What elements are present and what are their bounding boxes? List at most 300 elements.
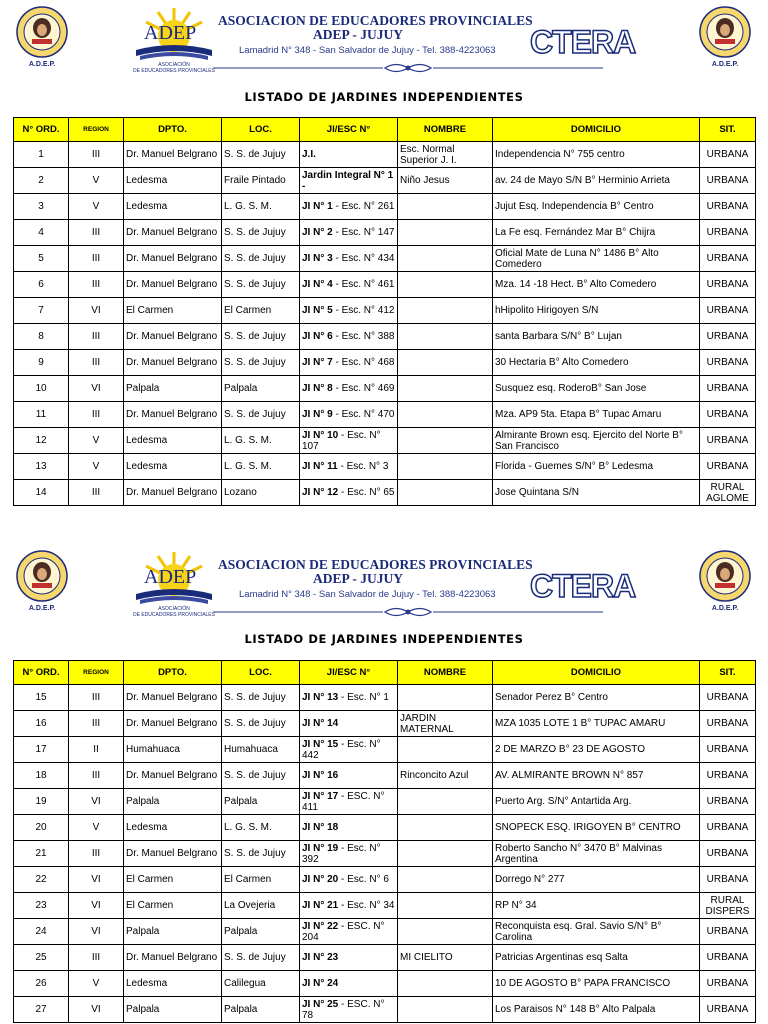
cell-loc: L. G. S. M. [222,194,300,220]
cell-ord: 19 [14,789,69,815]
list-title: LISTADO DE JARDINES INDEPENDIENTES [244,632,524,646]
esc-number: - Esc. N° 107 [302,429,381,452]
table-header-row [14,661,756,685]
cell-ord: 5 [14,246,69,272]
table-row [14,685,756,711]
cell-nombre [398,971,493,997]
cell-nombre [398,246,493,272]
table-row [14,402,756,428]
ji-number: J.I. [302,149,316,160]
cell-region: V [69,428,124,454]
cell-sit: URBANA [700,194,756,220]
adep-logo [128,550,220,624]
cell-dpto: Dr. Manuel Belgrano [124,763,222,789]
cell-loc: Humahuaca [222,737,300,763]
cell-dpto: Dr. Manuel Belgrano [124,402,222,428]
cell-region: II [69,737,124,763]
cell-loc: S. S. de Jujuy [222,841,300,867]
cell-nombre [398,454,493,480]
cell-nombre [398,376,493,402]
cell-dpto: Ledesma [124,971,222,997]
ji-number: JI N° 25 [302,998,339,1010]
cell-domicilio: Florida - Guemes S/N° B° Ledesma [493,454,700,480]
cell-nombre [398,789,493,815]
table-row [14,711,756,737]
cell-dpto: Palpala [124,997,222,1023]
cell-ord: 2 [14,168,69,194]
list-title: LISTADO DE JARDINES INDEPENDIENTES [244,90,524,104]
table-row [14,815,756,841]
cell-loc: Fraile Pintado [222,168,300,194]
cell-ord: 6 [14,272,69,298]
cell-dpto: Dr. Manuel Belgrano [124,711,222,737]
cell-ord: 13 [14,454,69,480]
cell-dpto: Dr. Manuel Belgrano [124,272,222,298]
table-row [14,376,756,402]
cell-nombre: JARDIN MATERNAL [398,711,493,737]
cell-loc: S. S. de Jujuy [222,272,300,298]
col-header-dpto: DPTO. [124,661,222,685]
cell-nombre [398,194,493,220]
cell-nombre [398,867,493,893]
cell-loc: S. S. de Jujuy [222,945,300,971]
cell-nombre [398,350,493,376]
cell-nombre [398,685,493,711]
cell-sit: URBANA [700,402,756,428]
cell-ji-esc [300,919,398,945]
cell-loc: S. S. de Jujuy [222,246,300,272]
adep-logo-subtitle: ASOCIACIÓN DE EDUCADORES PROVINCIALES [133,62,215,74]
table-header-row [14,118,756,142]
cell-region: VI [69,376,124,402]
table-row [14,480,756,506]
schools-table [13,117,756,506]
cell-ji-esc [300,971,398,997]
cell-ord: 22 [14,867,69,893]
cell-loc: S. S. de Jujuy [222,402,300,428]
cell-domicilio: Almirante Brown esq. Ejercito del Norte B° San Francisco [493,428,700,454]
cell-ji-esc [300,220,398,246]
cell-loc: S. S. de Jujuy [222,350,300,376]
esc-number: - Esc. N° 6 [338,874,389,885]
esc-number: - Esc. N° 147 [332,227,395,238]
cell-ord: 24 [14,919,69,945]
cell-nombre [398,815,493,841]
cell-region: III [69,220,124,246]
table-row [14,763,756,789]
cell-loc: El Carmen [222,298,300,324]
cell-ji-esc [300,737,398,763]
cell-sit: URBANA [700,376,756,402]
col-header-sit: SIT. [700,661,756,685]
ji-number: JI N° 22 [302,920,339,932]
cell-ji-esc [300,945,398,971]
cell-sit: URBANA [700,737,756,763]
side-logo-label: A.D.E.P. [711,61,739,68]
cell-dpto: El Carmen [124,298,222,324]
ji-number: JI N° 11 [302,461,338,472]
side-logo-label: A.D.E.P. [711,605,739,612]
cell-sit: URBANA [700,919,756,945]
esc-number: - Esc. N° 34 [338,900,395,911]
ji-number: JI N° 9 [302,409,333,420]
ji-number: JI N° 15 [302,738,339,750]
esc-number: - Esc. N° 412 [332,305,395,316]
cell-ji-esc [300,815,398,841]
cell-sit: URBANA [700,711,756,737]
cell-ord: 1 [14,142,69,168]
letterhead [0,0,768,90]
cell-ji-esc [300,763,398,789]
cell-domicilio: 2 DE MARZO B° 23 DE AGOSTO [493,737,700,763]
cell-ord: 26 [14,971,69,997]
table-row [14,454,756,480]
table-row [14,298,756,324]
cell-domicilio: hHipolito Hirigoyen S/N [493,298,700,324]
cell-ord: 9 [14,350,69,376]
col-header-ji-esc: JI/ESC N° [300,661,398,685]
cell-ord: 23 [14,893,69,919]
esc-number: - Esc. N° 392 [302,842,381,865]
cell-loc: S. S. de Jujuy [222,324,300,350]
col-header-loc: LOC. [222,661,300,685]
adep-logo-word: ADEP [144,22,197,44]
adep-logo-word: ADEP [144,566,197,588]
cell-loc: Palpala [222,789,300,815]
cell-domicilio: av. 24 de Mayo S/N B° Herminio Arrieta [493,168,700,194]
cell-ji-esc [300,350,398,376]
cell-sit: URBANA [700,324,756,350]
adep-logo-subtitle: ASOCIACIÓN DE EDUCADORES PROVINCIALES [133,606,215,618]
table-row [14,194,756,220]
cell-domicilio: Independencia N° 755 centro [493,142,700,168]
cell-ji-esc [300,685,398,711]
table-row [14,997,756,1023]
cell-region: III [69,142,124,168]
cell-sit: URBANA [700,867,756,893]
cell-loc: L. G. S. M. [222,428,300,454]
table-row [14,971,756,997]
cell-ord: 11 [14,402,69,428]
cell-loc: La Ovejeria [222,893,300,919]
table-row [14,789,756,815]
table-row [14,893,756,919]
cell-nombre [398,324,493,350]
cell-sit: URBANA [700,789,756,815]
cell-sit: URBANA [700,428,756,454]
cell-dpto: Dr. Manuel Belgrano [124,246,222,272]
adep-seal-logo-right [697,550,753,612]
cell-ji-esc [300,428,398,454]
esc-number: - ESC. N° 411 [302,790,385,813]
cell-domicilio: Oficial Mate de Luna N° 1486 B° Alto Comedero [493,246,700,272]
side-logo-label: A.D.E.P. [28,61,56,68]
cell-loc: L. G. S. M. [222,454,300,480]
cell-sit: URBANA [700,763,756,789]
cell-ord: 27 [14,997,69,1023]
cell-domicilio: Jose Quintana S/N [493,480,700,506]
table-row [14,737,756,763]
ji-number: JI N° 23 [302,952,339,963]
cell-region: VI [69,789,124,815]
esc-number: - Esc. N° 442 [302,738,381,761]
cell-region: III [69,841,124,867]
cell-dpto: El Carmen [124,867,222,893]
ji-number: JI N° 10 [302,429,339,441]
cell-sit: URBANA [700,168,756,194]
esc-number: - Esc. N° 468 [332,357,395,368]
cell-region: V [69,815,124,841]
table-row [14,428,756,454]
esc-number: - ESC. N° 78 [302,998,385,1021]
cell-sit: URBANA [700,685,756,711]
cell-domicilio: Susquez esq. RoderoB° San Jose [493,376,700,402]
cell-dpto: El Carmen [124,893,222,919]
esc-number: - Esc. N° 434 [332,253,395,264]
cell-loc: L. G. S. M. [222,815,300,841]
ji-number: JI N° 21 [302,900,339,911]
col-header-ord: N° ORD. [14,118,69,142]
cell-domicilio: Puerto Arg. S/N° Antartida Arg. [493,789,700,815]
cell-dpto: Dr. Manuel Belgrano [124,841,222,867]
cell-ord: 8 [14,324,69,350]
cell-region: III [69,272,124,298]
cell-sit: URBANA [700,971,756,997]
col-header-ji-esc: JI/ESC N° [300,118,398,142]
cell-domicilio: Reconquista esq. Gral. Savio S/N° B° Carolina [493,919,700,945]
col-header-sit: SIT. [700,118,756,142]
cell-dpto: Dr. Manuel Belgrano [124,480,222,506]
cell-nombre [398,737,493,763]
cell-ji-esc [300,272,398,298]
cell-region: III [69,350,124,376]
ji-number: JI N° 18 [302,822,339,833]
cell-ord: 14 [14,480,69,506]
cell-ord: 15 [14,685,69,711]
cell-dpto: Dr. Manuel Belgrano [124,220,222,246]
cell-domicilio: AV. ALMIRANTE BROWN N° 857 [493,763,700,789]
col-header-loc: LOC. [222,118,300,142]
esc-number: - Esc. N° 1 [338,692,389,703]
cell-region: V [69,194,124,220]
cell-ji-esc [300,480,398,506]
esc-number: - Esc. N° 261 [332,201,395,212]
cell-nombre [398,841,493,867]
ji-number: JI N° 20 [302,874,339,885]
cell-region: VI [69,997,124,1023]
cell-region: III [69,480,124,506]
cell-ord: 17 [14,737,69,763]
col-header-nombre: NOMBRE [398,661,493,685]
cell-sit: URBANA [700,142,756,168]
ji-number: JI N° 24 [302,978,339,989]
table-row [14,867,756,893]
ji-number: JI N° 6 [302,331,333,342]
cell-domicilio: MZA 1035 LOTE 1 B° TUPAC AMARU [493,711,700,737]
cell-domicilio: santa Barbara S/N° B° Lujan [493,324,700,350]
cell-ji-esc [300,246,398,272]
cell-sit: URBANA [700,272,756,298]
esc-number: - Esc. N° 469 [332,383,395,394]
cell-loc: Palpala [222,997,300,1023]
ji-number: JI N° 16 [302,770,339,781]
ji-number: JI N° 17 [302,790,339,802]
cell-region: III [69,685,124,711]
table-row [14,142,756,168]
ji-number: JI N° 13 [302,692,339,703]
cell-dpto: Dr. Manuel Belgrano [124,685,222,711]
ji-number: JI N° 12 [302,487,339,498]
cell-dpto: Ledesma [124,454,222,480]
cell-ji-esc [300,324,398,350]
cell-sit: URBANA [700,815,756,841]
cell-domicilio: Mza. 14 -18 Hect. B° Alto Comedero [493,272,700,298]
cell-domicilio: RP N° 34 [493,893,700,919]
cell-loc: S. S. de Jujuy [222,142,300,168]
cell-nombre: Niño Jesus [398,168,493,194]
cell-region: III [69,763,124,789]
cell-sit: URBANA [700,841,756,867]
cell-loc: Lozano [222,480,300,506]
esc-number: - Esc. N° 3 [337,461,389,472]
cell-loc: Palpala [222,376,300,402]
ji-number: JI N° 3 [302,253,333,264]
cell-ji-esc [300,142,398,168]
esc-number: - Esc. N° 65 [338,487,395,498]
col-header-nombre: NOMBRE [398,118,493,142]
table-row [14,246,756,272]
cell-dpto: Dr. Manuel Belgrano [124,142,222,168]
cell-ji-esc [300,454,398,480]
cell-loc: Calilegua [222,971,300,997]
cell-region: VI [69,867,124,893]
org-address: Lamadrid N° 348 - San Salvador de Jujuy - Tel. 388-4223063 [239,589,496,600]
ji-number: JI N° 14 [302,718,339,729]
cell-sit: URBANA [700,945,756,971]
cell-ord: 7 [14,298,69,324]
cell-nombre [398,402,493,428]
col-header-region: REGION [69,661,124,685]
cell-ji-esc [300,376,398,402]
adep-seal-logo-left [14,6,70,68]
cell-ji-esc [300,402,398,428]
org-subtitle: ADEP - JUJUY [313,27,403,42]
cell-nombre [398,997,493,1023]
cell-ji-esc [300,997,398,1023]
col-header-domicilio: DOMICILIO [493,661,700,685]
cell-domicilio: Patricias Argentinas esq Salta [493,945,700,971]
cell-sit: URBANA [700,220,756,246]
cell-ji-esc [300,789,398,815]
cell-ji-esc [300,711,398,737]
col-header-region: REGION [69,118,124,142]
adep-seal-logo-right [697,6,753,68]
cell-nombre [398,480,493,506]
table-row [14,350,756,376]
page-section-2 [0,544,768,1021]
cell-region: VI [69,298,124,324]
ornament-divider [213,61,603,75]
cell-ji-esc [300,168,398,194]
cell-region: III [69,402,124,428]
ctera-logo: CTERA [530,24,636,60]
ji-number: JI N° 5 [302,305,333,316]
cell-loc: El Carmen [222,867,300,893]
cell-domicilio: SNOPECK ESQ. IRIGOYEN B° CENTRO [493,815,700,841]
cell-nombre [398,298,493,324]
cell-loc: Palpala [222,919,300,945]
cell-nombre [398,220,493,246]
cell-sit: URBANA [700,997,756,1023]
cell-ord: 20 [14,815,69,841]
ji-number: JI N° 19 [302,842,339,854]
esc-number: - ESC. N° 204 [302,920,385,943]
cell-region: V [69,971,124,997]
col-header-ord: N° ORD. [14,661,69,685]
esc-number: - Esc. N° 388 [332,331,395,342]
cell-domicilio: Roberto Sancho N° 3470 B° Malvinas Argentina [493,841,700,867]
ctera-logo: CTERA [530,568,636,604]
cell-domicilio: Jujut Esq. Independencia B° Centro [493,194,700,220]
table-row [14,324,756,350]
cell-dpto: Dr. Manuel Belgrano [124,350,222,376]
cell-sit: URBANA [700,350,756,376]
ji-number: Jardin Integral N° 1 - [302,169,394,192]
side-logo-label: A.D.E.P. [28,605,56,612]
col-header-domicilio: DOMICILIO [493,118,700,142]
cell-domicilio: Los Paraisos N° 148 B° Alto Palpala [493,997,700,1023]
cell-ord: 16 [14,711,69,737]
cell-region: III [69,711,124,737]
table-row [14,220,756,246]
cell-nombre [398,893,493,919]
cell-loc: S. S. de Jujuy [222,220,300,246]
org-address: Lamadrid N° 348 - San Salvador de Jujuy - Tel. 388-4223063 [239,45,496,56]
cell-domicilio: La Fe esq. Fernández Mar B° Chijra [493,220,700,246]
cell-domicilio: 10 DE AGOSTO B° PAPA FRANCISCO [493,971,700,997]
cell-dpto: Ledesma [124,168,222,194]
org-name: ASOCIACION DE EDUCADORES PROVINCIALES [218,13,533,28]
cell-loc: S. S. de Jujuy [222,685,300,711]
ji-number: JI N° 1 [302,201,333,212]
cell-sit: URBANA [700,298,756,324]
ornament-divider [213,605,603,619]
cell-sit: URBANA [700,454,756,480]
cell-nombre [398,919,493,945]
esc-number: - Esc. N° 461 [332,279,395,290]
cell-ord: 25 [14,945,69,971]
schools-table [13,660,756,1023]
cell-ji-esc [300,893,398,919]
cell-region: VI [69,919,124,945]
table-row [14,168,756,194]
esc-number: - Esc. N° 470 [332,409,395,420]
ji-number: JI N° 2 [302,227,333,238]
cell-ji-esc [300,298,398,324]
page-section-1 [0,0,768,504]
col-header-dpto: DPTO. [124,118,222,142]
cell-sit: RURAL DISPERS [700,893,756,919]
cell-domicilio: Mza. AP9 5ta. Etapa B° Tupac Amaru [493,402,700,428]
cell-ord: 10 [14,376,69,402]
cell-ord: 12 [14,428,69,454]
ji-number: JI N° 7 [302,357,333,368]
cell-ji-esc [300,194,398,220]
cell-region: III [69,945,124,971]
cell-ord: 18 [14,763,69,789]
cell-dpto: Palpala [124,789,222,815]
ji-number: JI N° 4 [302,279,333,290]
